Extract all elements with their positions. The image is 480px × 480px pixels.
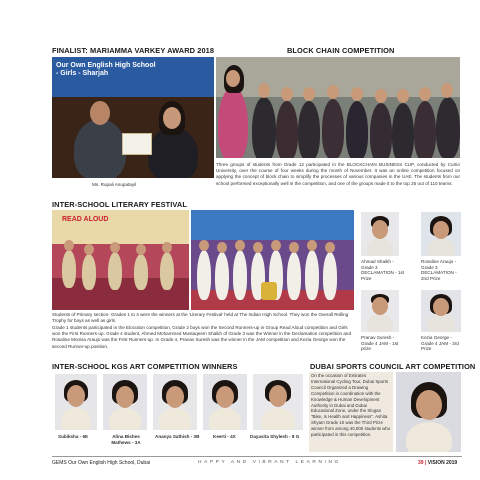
literary-photo-1: [52, 210, 189, 310]
blockchain-paragraph: Three groups of students from Grade 12 participated in the BLOCKCHAIN BUSINESS CUP, conducted by Curtin University, over the course of four weeks during the month of November. It was an online competition focused on applying the concept of block chain to simplify the processes of various companies in the UAE. The students from our school performed exceptionally well in the competition, and one of the groups made it to the top 25 out of 110 teams.: [216, 162, 460, 186]
kgs-photo-1: [55, 374, 97, 430]
finalist-heading: FINALIST: MARIAMMA VARKEY AWARD 2018: [52, 46, 215, 55]
finalist-photo: [52, 57, 214, 178]
winner-caption-4: Kezia George - Grade 4 JAM - 3rd Prize: [421, 335, 459, 352]
literary-photo-2: [191, 210, 354, 310]
page-separator: |: [424, 460, 427, 466]
literary-paragraph-1: Students of Primary section- Grades 1 to 4 were the winners at the 'Literary Festival' held at The Indian High School. They won the Overall Rolling Trophy for boys as well as girls.: [52, 312, 349, 324]
dubai-paragraph: On the occasion of Emirates International Cycling Tour, Dubai Sports Council Organized a Drawing Competition in coordination with the Knowledge & Human Development Authority in Dubai and Dubai Educational Zone, under the Slogan "Bike, Is Health and Happiness". Ashita Shyam Grade 10 was the Third Prize winner from among 40,000 students who participated in this competition.: [311, 373, 391, 438]
literary-heading: INTER-SCHOOL LITERARY FESTIVAL: [52, 200, 187, 209]
kgs-photo-3: [153, 374, 197, 430]
literary-paragraph-2: Grade 1 students participated in the Elocution competition, Grade 2 boys won the Second Runners-up in Group Read Aloud competition and Girls won the First Runners-up. Grade 4 student, Ahmed Mohammed Mustaqeem Shaikh of Grade 3 was the Winner in the Declamation competition and Rosaline Monisa Araujo was the First Runners-up. In Grade 4, Pranav Suresh was the winner in the JAM competition and Kezia George won the second Runner-up position.: [52, 325, 352, 349]
winner-photo-1: [361, 212, 399, 256]
blockchain-photo: [216, 57, 460, 158]
blockchain-heading: BLOCK CHAIN COMPETITION: [287, 46, 395, 55]
read-aloud-banner: READ ALOUD: [62, 216, 109, 223]
certificate: [122, 133, 152, 155]
kgs-heading: INTER-SCHOOL KGS ART COMPETITION WINNERS: [52, 362, 238, 371]
page-number: 39: [418, 460, 424, 466]
footer-school: GEMS Our Own English High School, Dubai: [52, 460, 151, 466]
kgs-caption-4: Keerti - 4X: [213, 434, 236, 439]
winner-caption-2: Rosaline Araujo - Grade 3 DECLAMATION - 2nd Prize: [421, 259, 457, 281]
footer-divider: [52, 456, 462, 457]
kgs-photo-2: [103, 374, 147, 430]
winner-caption-1: Ahmad Shaikh - Grade 3 DECLAMATION - 1st Prize: [361, 259, 405, 281]
kgs-caption-3: Ananya Sathish - 3B: [155, 434, 200, 439]
dubai-winner-photo: [396, 372, 461, 452]
kgs-caption-2: Alina Bishes Mathews - 3A: [111, 434, 141, 445]
presenter-head: [90, 101, 110, 125]
finalist-banner-text: Our Own English High School - Girls - Sharjah: [56, 62, 156, 77]
kgs-caption-5: Dayasita Shylesh - 8 G: [250, 434, 300, 439]
kgs-photo-4: [203, 374, 247, 430]
footer-tagline: HAPPY AND VIBRANT LEARNING: [198, 460, 341, 465]
dubai-heading: DUBAI SPORTS COUNCIL ART COMPETITION: [310, 362, 476, 371]
kgs-caption-1: Subiksha - 6E: [58, 434, 89, 439]
presenter-figure: [74, 119, 126, 178]
finalist-caption: Ms. Rupali Anupatayil: [92, 182, 137, 187]
winner-photo-2: [421, 212, 461, 256]
footer-vision: [418, 460, 457, 466]
kgs-photo-5: [253, 374, 303, 430]
trophy: [261, 282, 277, 300]
footer-vision-label: VISION 2019: [427, 460, 458, 466]
teacher-head: [163, 107, 181, 129]
winner-photo-3: [361, 290, 399, 332]
winner-caption-3: Pranav Suresh - Grade 4 JAM - 1st prize: [361, 335, 399, 352]
winner-photo-4: [421, 290, 461, 332]
